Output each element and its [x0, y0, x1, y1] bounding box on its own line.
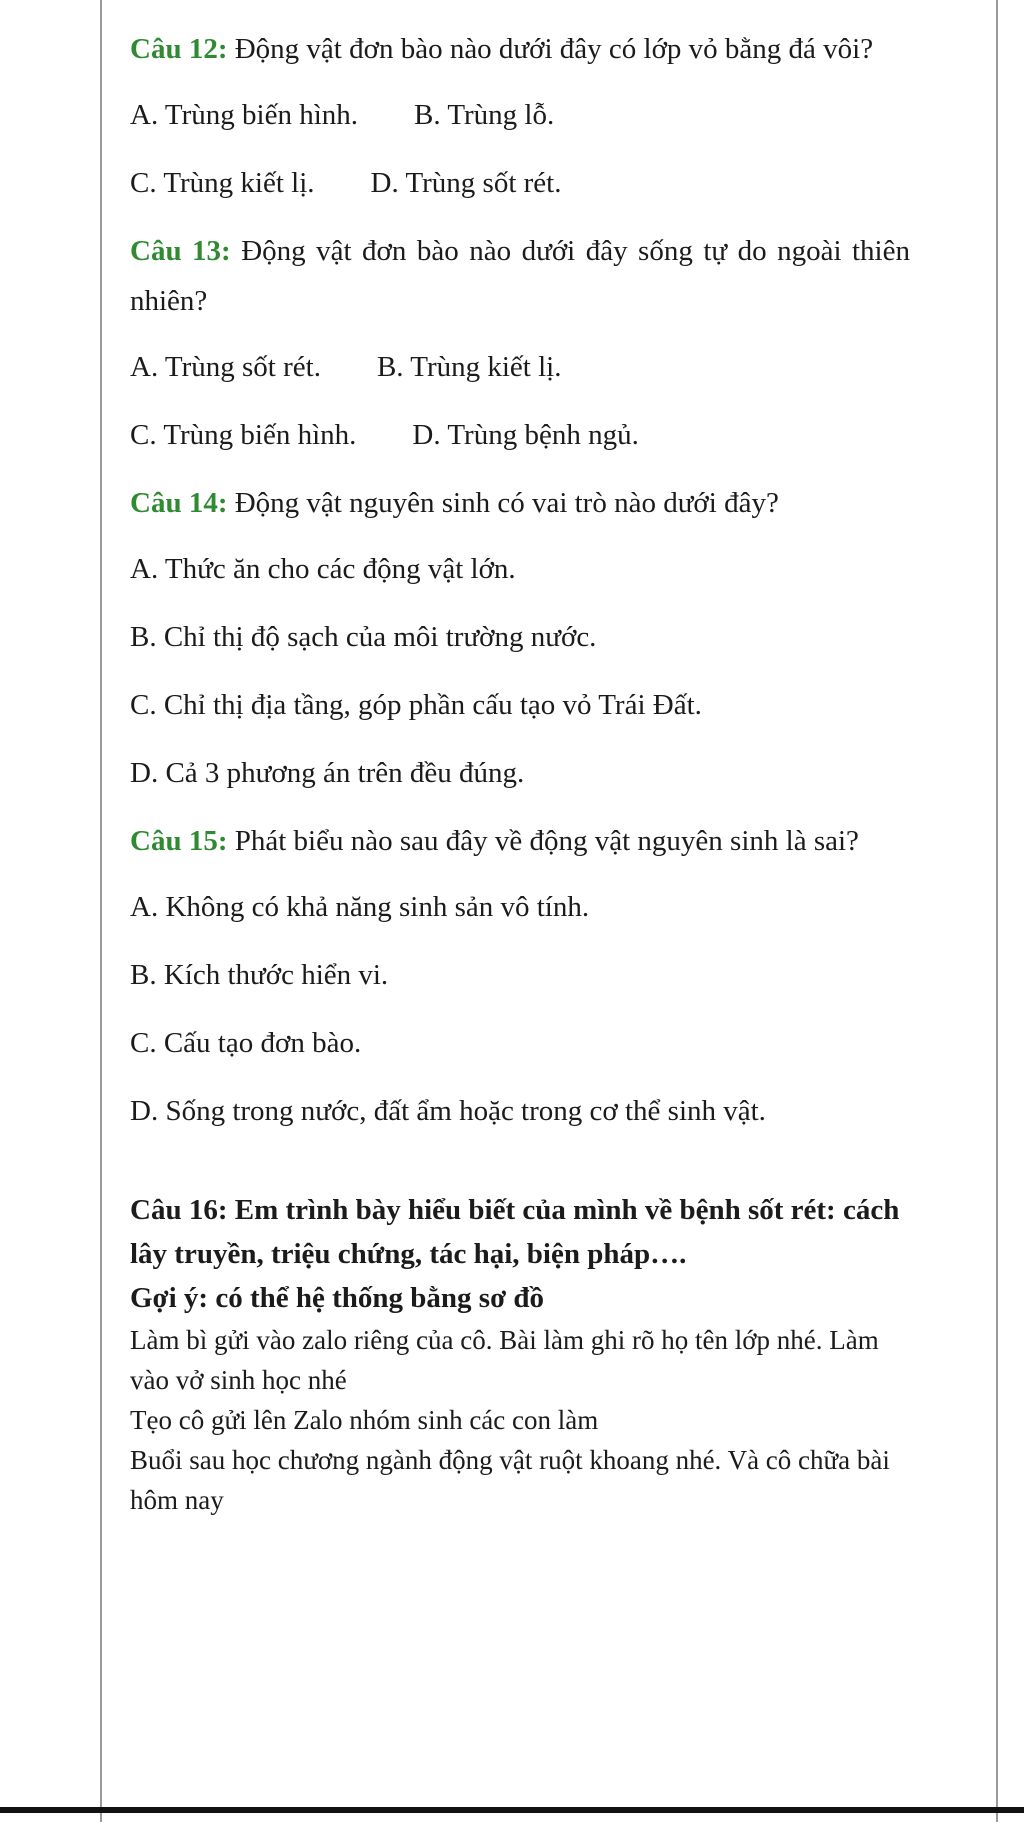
question-14: [130, 478, 910, 528]
question-text: Động vật đơn bào nào dưới đây có lớp vỏ bằng đá vôi?: [227, 33, 874, 65]
teacher-note: Làm bì gửi vào zalo riêng của cô. Bài làm ghi rõ họ tên lớp nhé. Làm vào vở sinh học nhé: [130, 1325, 879, 1395]
option-c: C. Trùng biến hình.: [130, 419, 357, 451]
option-c: C. Chỉ thị địa tầng, góp phần cấu tạo vỏ Trái Đất.: [130, 689, 702, 721]
question-text: Động vật nguyên sinh có vai trò nào dưới đây?: [227, 487, 779, 519]
question-label: Câu 12:: [130, 33, 228, 65]
question-16-block: [130, 1188, 910, 1520]
question-label: Câu 14:: [130, 487, 228, 519]
option-c: C. Trùng kiết lị.: [130, 167, 315, 199]
question-text: Phát biểu nào sau đây về động vật nguyên sinh là sai?: [227, 825, 859, 857]
bottom-rule: [0, 1807, 1024, 1813]
hint-text: Gợi ý: có thể hệ thống bằng sơ đồ: [130, 1282, 545, 1314]
question-15: [130, 816, 910, 866]
option-b: B. Chỉ thị độ sạch của môi trường nước.: [130, 621, 597, 653]
question-16-prompt: Câu 16: Em trình bày hiểu biết của mình về bệnh sốt rét: cách lây truyền, triệu chứng, tác hại, biện pháp….: [130, 1194, 900, 1270]
teacher-note: Tẹo cô gửi lên Zalo nhóm sinh các con làm: [130, 1405, 599, 1435]
option-a: A. Không có khả năng sinh sản vô tính.: [130, 891, 590, 923]
question-12: [130, 24, 910, 74]
option-d: D. Cả 3 phương án trên đều đúng.: [130, 757, 525, 789]
question-label: Câu 13:: [130, 235, 231, 267]
options-row: [130, 158, 910, 208]
option-b: B. Trùng lỗ.: [414, 99, 555, 131]
option-d: D. Trùng sốt rét.: [370, 167, 562, 199]
question-text: Động vật đơn bào nào dưới đây sống tự do ngoài thiên nhiên?: [130, 235, 910, 317]
option-a: A. Thức ăn cho các động vật lớn.: [130, 553, 516, 585]
option-b: B. Trùng kiết lị.: [376, 351, 562, 383]
question-label: Câu 15:: [130, 825, 228, 857]
option-d: D. Trùng bệnh ngủ.: [412, 419, 639, 451]
option-a: A. Trùng sốt rét.: [130, 351, 321, 383]
option-a: A. Trùng biến hình.: [130, 99, 359, 131]
teacher-note: Buổi sau học chương ngành động vật ruột khoang nhé. Và cô chữa bài hôm nay: [130, 1445, 890, 1515]
options-row: [130, 342, 910, 392]
question-13: [130, 226, 910, 326]
worksheet: [130, 24, 910, 1520]
option-c: C. Cấu tạo đơn bào.: [130, 1027, 362, 1059]
options-row: [130, 410, 910, 460]
options-row: [130, 90, 910, 140]
option-b: B. Kích thước hiển vi.: [130, 959, 389, 991]
option-d: D. Sống trong nước, đất ẩm hoặc trong cơ thể sinh vật.: [130, 1095, 766, 1127]
